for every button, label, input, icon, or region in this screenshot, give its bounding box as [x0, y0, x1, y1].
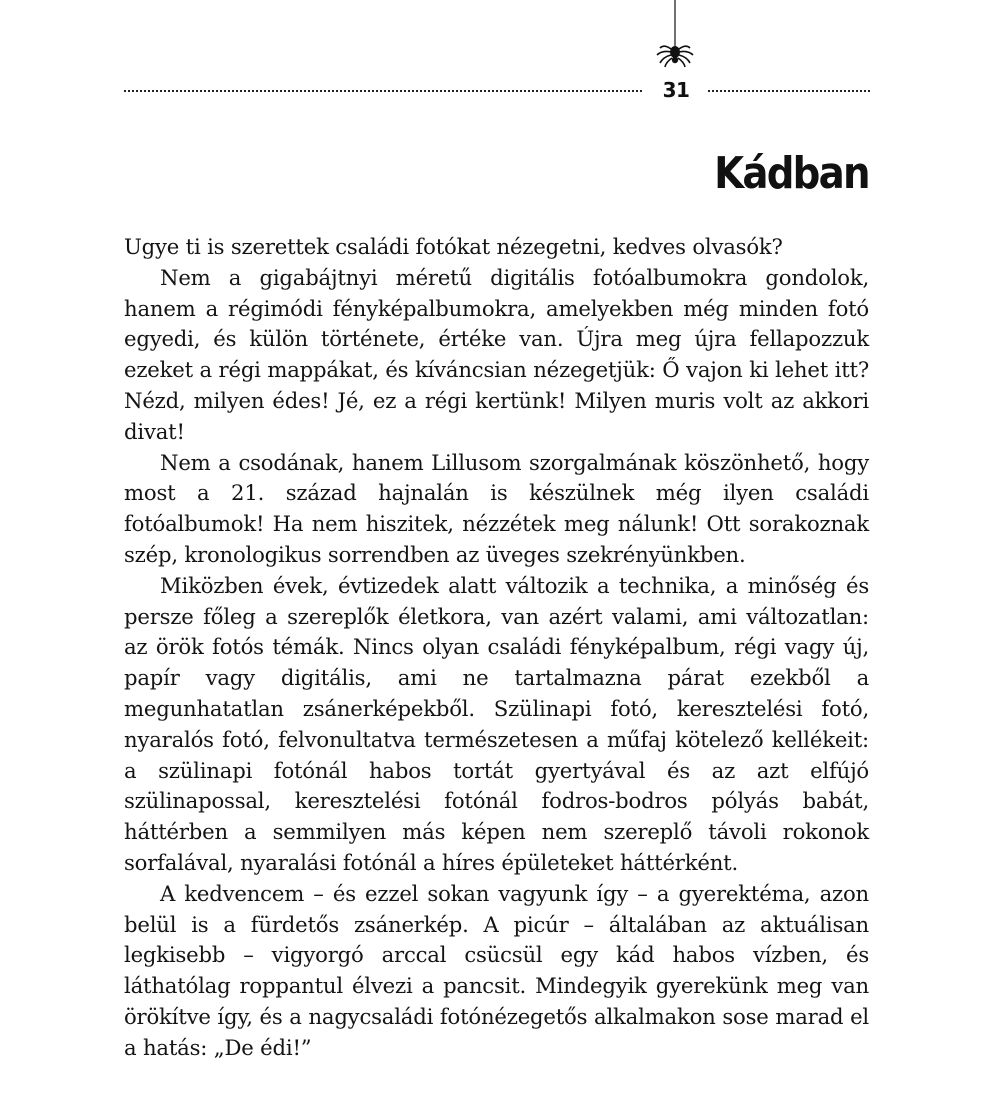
paragraph: Miközben évek, évtizedek alatt változik a technika, a minőség és persze főleg a szereplők életkora, van azért valami, ami változatlan: az örök fotós témák. Nincs olyan családi fényképalbum, régi vagy új, papír vagy digitális, ami ne tartalmazna párat ezekből a megunhatatlan zsánerképekből. Szülinapi fotó, keresztelési fotó, nyaralós fotó, felvonultatva természetesen a műfaj kötelező kellékeit: a szülinapi fotónál habos tortát gyertyával és az azt elfújó szülinapossal, keresztelési fotónál fodros-bodros pólyás babát, háttérben a semmilyen más képen nem szereplő távoli rokonok sorfalával, nyaralási fotónál a híres épületeket háttérként. [124, 572, 869, 875]
header-rule-left [124, 90, 642, 92]
paragraph: Nem a csodának, hanem Lillusom szorgalmának köszönhető, hogy most a 21. század hajnalán is készülnek még ilyen családi fotóalbumok! Ha nem hiszitek, nézzétek meg nálunk! Ott sorakoznak szép, kronologikus sorrendben az üveges szekrényünkben. [124, 449, 869, 567]
chapter-title: Kádban [714, 148, 869, 199]
page-number: 31 [662, 78, 690, 102]
paragraph: Nem a gigabájtnyi méretű digitális fotóalbumokra gondolok, hanem a régimódi fényképalbumokra, amelyekben még minden fotó egyedi, és külön története, értéke van. Újra meg újra fellapozzuk ezeket a régi mappákat, és kíváncsian nézegetjük: Ő vajon ki lehet itt? Nézd, milyen édes! Jé, ez a régi kertünk! Milyen muris volt az akkori divat! [124, 264, 869, 444]
paragraph: Ugye ti is szerettek családi fotókat nézegetni, kedves olvasók? [124, 234, 783, 259]
paragraph: A kedvencem – és ezzel sokan vagyunk így – a gyerektéma, azon belül is a fürdetős zsánerkép. A picúr – általában az aktuálisan legkisebb – vigyorgó arccal csücsül egy kád habos vízben, és láthatólag roppantul élvezi a pancsit. Mindegyik gyerekünk meg van örökítve így, és a nagycsaládi fotónézegetős alkalmakon sose marad el a hatás: „De édi!” [124, 880, 869, 1060]
header-rule-right [708, 90, 870, 92]
spider-icon [650, 0, 700, 72]
body-text [124, 232, 869, 1064]
